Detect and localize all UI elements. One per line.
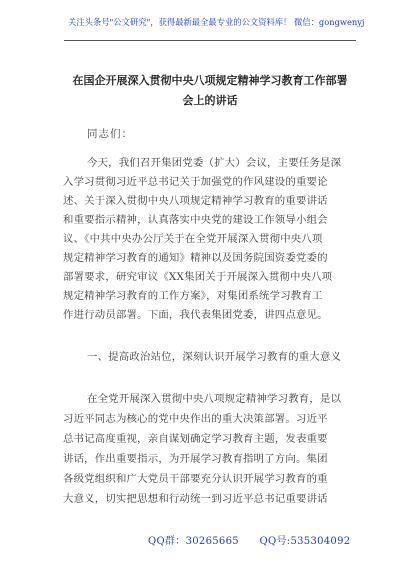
paragraph-1-line: 入学习贯彻习近平总书记关于加强党的作风建设的重要论 xyxy=(63,176,328,188)
paragraph-2-line: 讲话，作出重要指示，为开展学习教育指明了方向。集团 xyxy=(63,453,328,465)
paragraph-1-line: 今天，我们召开集团党委（扩大）会议，主要任务是深 xyxy=(87,157,342,169)
paragraph-1-line: 规定精神学习教育的通知》精神以及国务院国资委党委的 xyxy=(63,252,328,264)
footer-contact: QQ群：30265665 QQ号:535304092 xyxy=(148,536,351,547)
paragraph-1-line: 作进行动员部署。下面，我代表集团党委，讲四点意见。 xyxy=(63,309,328,321)
paragraph-1-line: 和重要指示精神，认真落实中央党的建设工作领导小组会 xyxy=(63,214,328,226)
paragraph-2-line: 在全党开展深入贯彻中央八项规定精神学习教育，是以 xyxy=(87,393,342,405)
header-divider xyxy=(64,40,356,41)
paragraph-1-line: 规定精神学习教育的工作方案》，对集团系统学习教育工 xyxy=(63,290,323,302)
greeting: 同志们： xyxy=(87,128,133,140)
paragraph-1-line: 部署要求，研究审议《XX集团关于开展深入贯彻中央八项 xyxy=(63,271,333,283)
paragraph-1-line: 述、关于深入贯彻中央八项规定精神学习教育的重要讲话 xyxy=(63,195,328,207)
document-title-line-2: 会上的讲话 xyxy=(182,94,238,107)
paragraph-2-line: 总书记高度重视，亲自谋划确定学习教育主题，发表重要 xyxy=(63,433,328,445)
paragraph-2-line: 大意义，切实把思想和行动统一到习近平总书记重要讲话 xyxy=(63,493,328,505)
document-title-line-1: 在国企开展深入贯彻中央八项规定精神学习教育工作部署 xyxy=(72,74,348,87)
paragraph-1-line: 议、《中共中央办公厅关于在全党开展深入贯彻中央八项 xyxy=(63,233,323,245)
paragraph-2-line: 习近平同志为核心的党中央作出的重大决策部署。习近平 xyxy=(63,413,328,425)
header-banner: 关注头条号"公文研究"，获得最新最全最专业的公文资料库！ 微信：gongwenyj xyxy=(68,17,365,27)
paragraph-2-line: 各级党组织和广大党员干部要充分认识开展学习教育的重 xyxy=(63,473,328,485)
section-heading: 一、提高政治站位，深刻认识开展学习教育的重大意义 xyxy=(87,351,342,363)
